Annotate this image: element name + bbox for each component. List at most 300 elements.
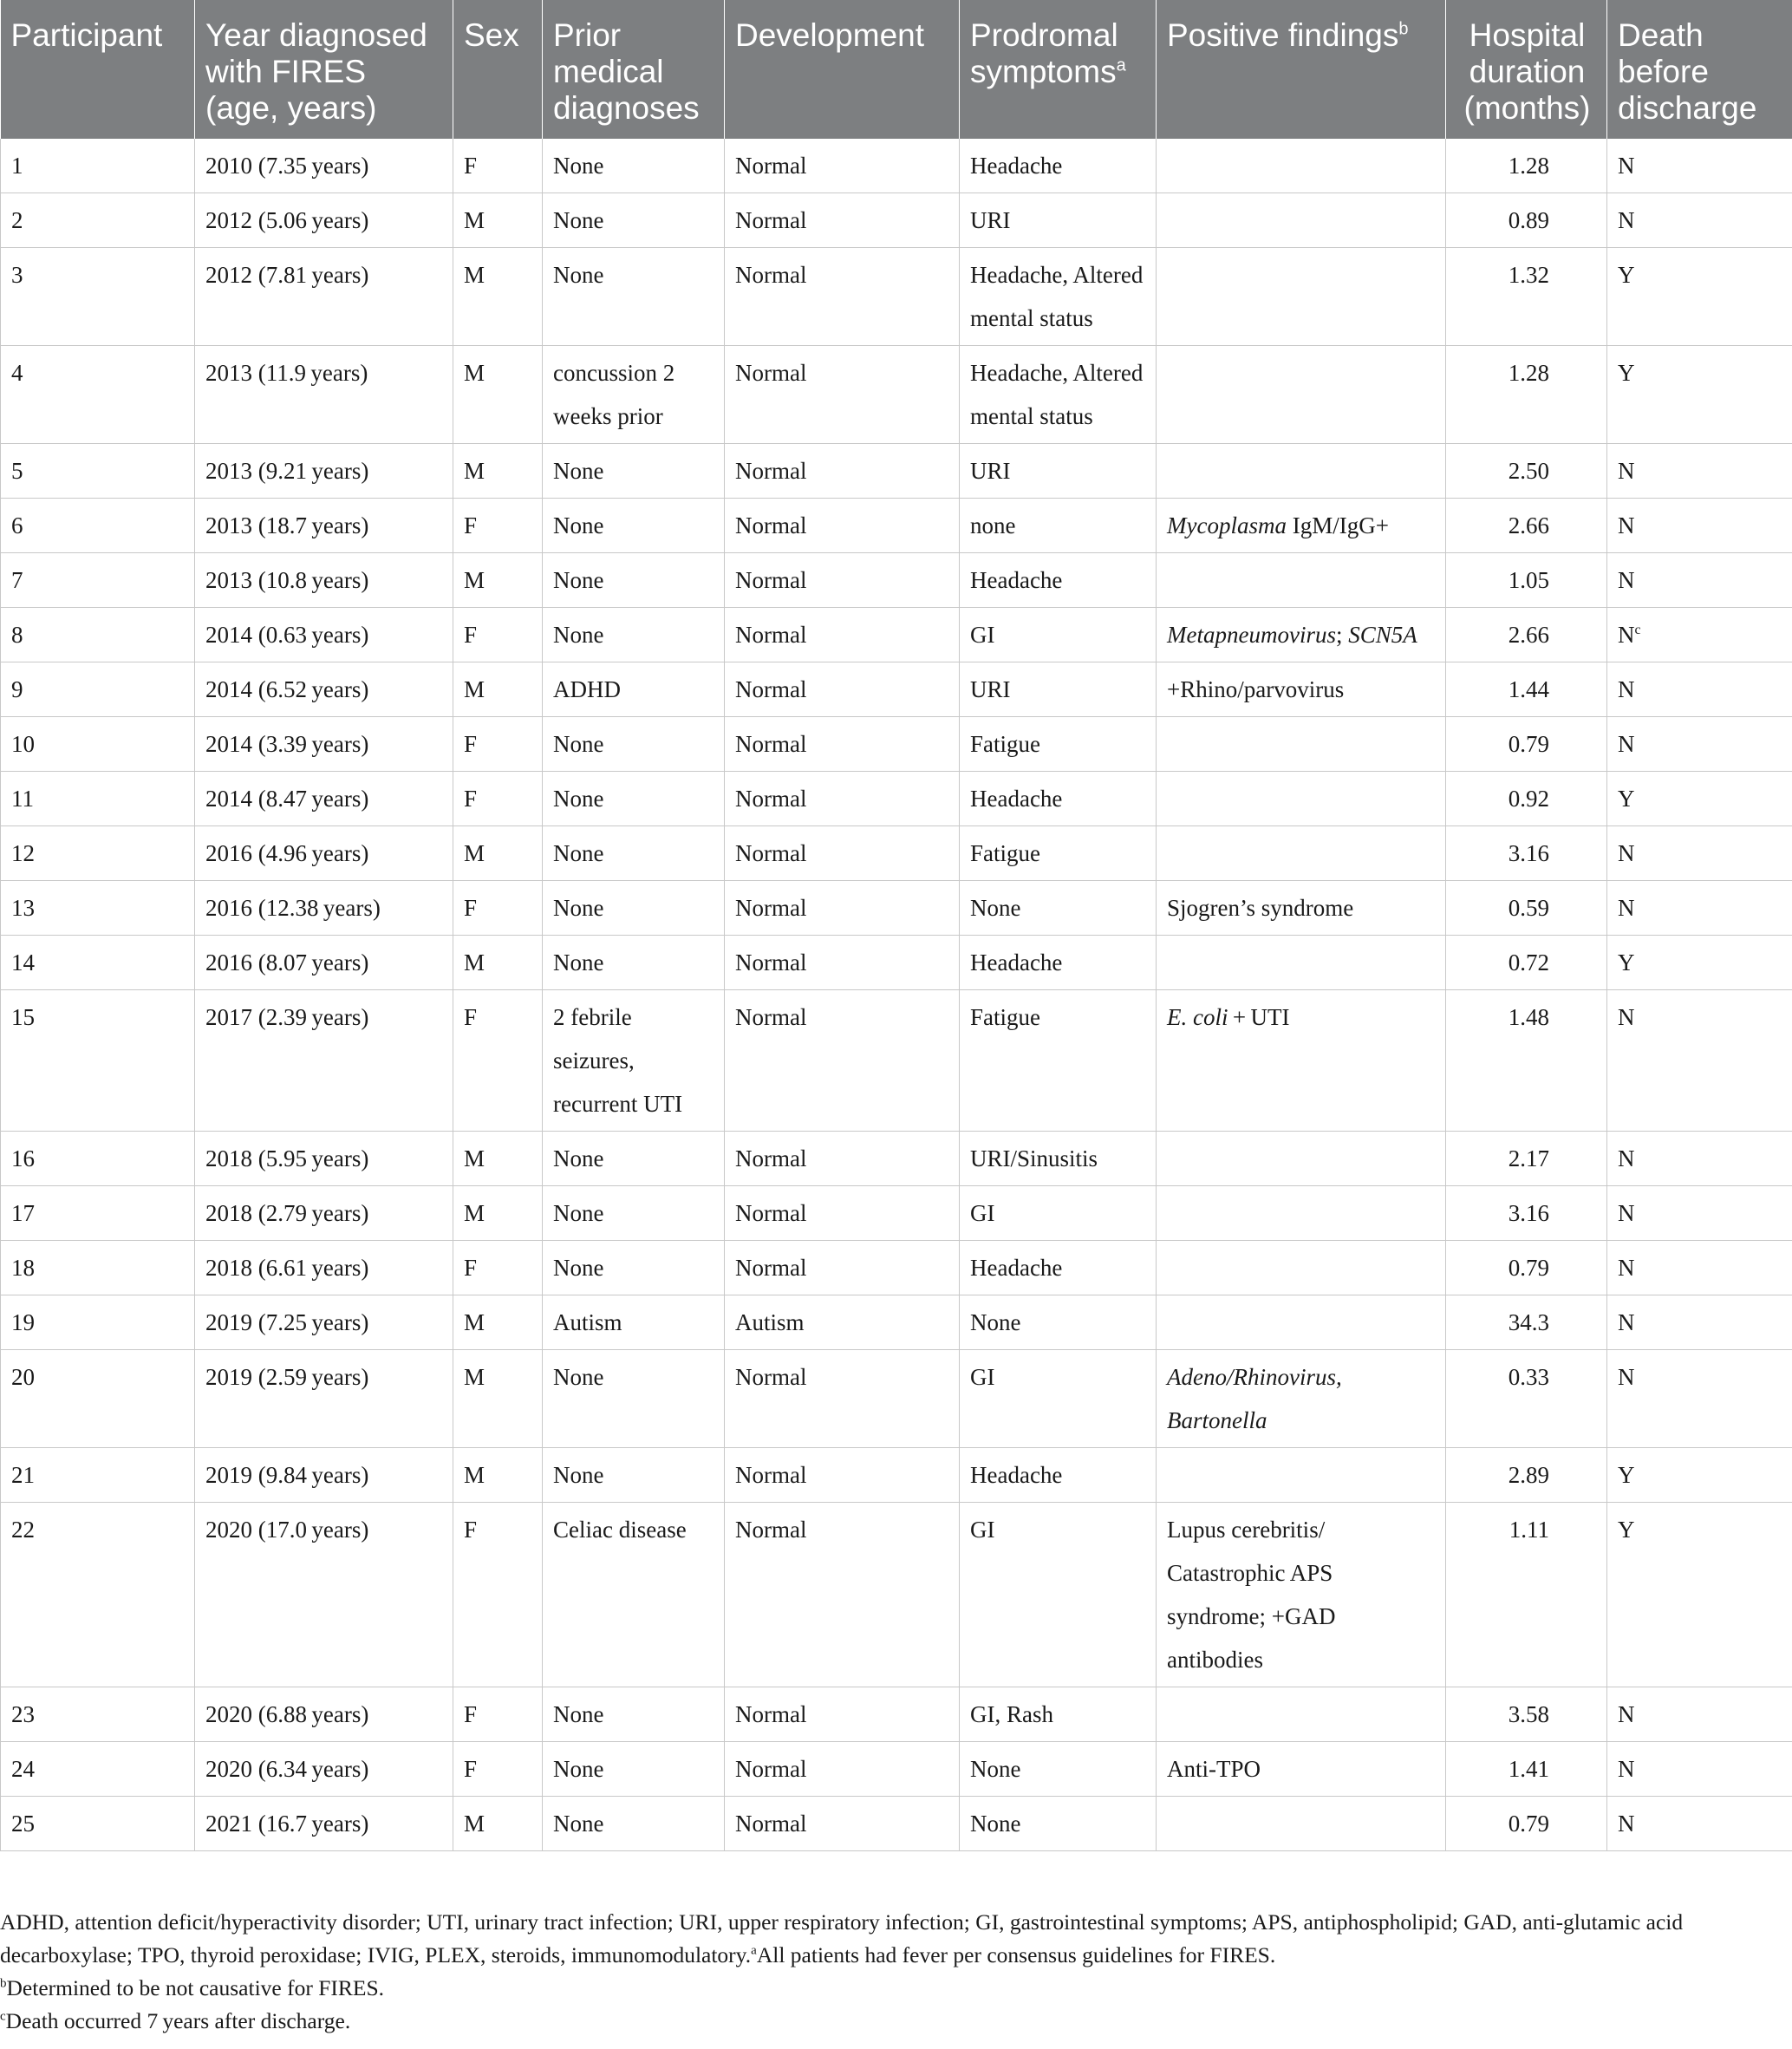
prodromal-cell: [960, 1295, 1157, 1350]
sex-cell-text: M: [464, 949, 485, 976]
prodromal-cell-text: Fatigue: [970, 1004, 1040, 1030]
column-header-hospital-duration: [1446, 0, 1607, 139]
findings-cell: [1157, 139, 1446, 193]
column-header-label: Prodromal symptoms: [970, 17, 1118, 89]
prodromal-cell: [960, 248, 1157, 346]
year-cell-text: 2013 (11.9 years): [205, 360, 368, 386]
death-cell-text: N: [1618, 1364, 1635, 1390]
table-row: [1, 1503, 1792, 1687]
death-cell-text: Y: [1618, 360, 1635, 386]
participant-cell: [1, 139, 195, 193]
duration-cell-text: 2.50: [1508, 458, 1549, 484]
development-cell-text: Normal: [735, 1756, 807, 1782]
death-cell: [1607, 444, 1792, 499]
development-cell: [725, 1503, 960, 1687]
sex-cell-text: F: [464, 895, 478, 921]
participant-cell: [1, 1132, 195, 1186]
prodromal-cell-text: Headache: [970, 153, 1063, 179]
findings-cell: [1157, 662, 1446, 717]
sex-cell: [453, 499, 543, 553]
prior-diagnoses-cell: [543, 1132, 725, 1186]
participant-cell-text: 21: [11, 1462, 35, 1488]
participant-cell-text: 13: [11, 895, 35, 921]
year-cell: [195, 936, 453, 990]
death-cell: [1607, 1448, 1792, 1503]
table-footnotes: [0, 1906, 1792, 2038]
year-cell-text: 2014 (6.52 years): [205, 676, 369, 702]
participant-cell: [1, 1797, 195, 1851]
participant-cell: [1, 248, 195, 346]
prodromal-cell: [960, 553, 1157, 608]
death-cell: [1607, 346, 1792, 444]
sex-cell: [453, 1797, 543, 1851]
footnote-c-text: Death occurred 7 years after discharge.: [5, 2008, 351, 2033]
sex-cell-text: F: [464, 1756, 478, 1782]
death-cell: [1607, 1687, 1792, 1742]
duration-cell-text: 1.05: [1508, 567, 1549, 593]
duration-cell: [1446, 1295, 1607, 1350]
duration-cell-text: 2.66: [1508, 622, 1549, 648]
prodromal-cell-text: URI: [970, 458, 1011, 484]
participant-cell-text: 15: [11, 1004, 35, 1030]
findings-cell: [1157, 990, 1446, 1132]
duration-cell-text: 3.16: [1508, 840, 1549, 866]
death-cell: [1607, 1350, 1792, 1448]
prior-diagnoses-cell-text: None: [553, 567, 604, 593]
year-cell: [195, 1797, 453, 1851]
column-header-prior-diagnoses: [543, 0, 725, 139]
death-cell: [1607, 193, 1792, 248]
development-cell: [725, 553, 960, 608]
prodromal-cell-text: GI: [970, 622, 995, 648]
table-row: [1, 1797, 1792, 1851]
year-cell-text: 2019 (9.84 years): [205, 1462, 369, 1488]
duration-cell: [1446, 1186, 1607, 1241]
participant-cell: [1, 662, 195, 717]
participant-cell: [1, 1295, 195, 1350]
development-cell-text: Normal: [735, 676, 807, 702]
sex-cell: [453, 139, 543, 193]
duration-cell: [1446, 1448, 1607, 1503]
duration-cell-text: 34.3: [1508, 1309, 1549, 1335]
sex-cell-text: F: [464, 1255, 478, 1281]
development-cell: [725, 881, 960, 936]
duration-cell-text: 0.89: [1508, 207, 1549, 233]
development-cell: [725, 139, 960, 193]
participant-cell-text: 25: [11, 1811, 35, 1837]
death-cell: [1607, 772, 1792, 826]
development-cell-text: Normal: [735, 458, 807, 484]
duration-cell-text: 0.59: [1508, 895, 1549, 921]
duration-cell: [1446, 139, 1607, 193]
participant-cell: [1, 553, 195, 608]
prior-diagnoses-cell-text: None: [553, 1364, 604, 1390]
development-cell-text: Normal: [735, 840, 807, 866]
participant-cell-text: 6: [11, 512, 23, 538]
sex-cell: [453, 936, 543, 990]
sex-cell: [453, 717, 543, 772]
prodromal-cell-text: Headache: [970, 567, 1063, 593]
prior-diagnoses-cell: [543, 772, 725, 826]
development-cell-text: Normal: [735, 567, 807, 593]
prodromal-cell-text: none: [970, 512, 1016, 538]
prior-diagnoses-cell: [543, 936, 725, 990]
prodromal-cell-text: GI: [970, 1517, 995, 1543]
death-cell-text: N: [1618, 1309, 1635, 1335]
column-header-year-diagnosed: [195, 0, 453, 139]
duration-cell: [1446, 1503, 1607, 1687]
duration-cell: [1446, 1797, 1607, 1851]
table-row: [1, 826, 1792, 881]
year-cell-text: 2020 (6.34 years): [205, 1756, 369, 1782]
sex-cell: [453, 662, 543, 717]
death-cell-text: N: [1618, 1255, 1635, 1281]
duration-cell-text: 1.41: [1508, 1756, 1549, 1782]
year-cell: [195, 662, 453, 717]
death-cell-text: Y: [1618, 786, 1635, 812]
prior-diagnoses-cell-text: None: [553, 262, 604, 288]
participant-cell: [1, 1241, 195, 1295]
column-header-label: Participant: [10, 17, 163, 53]
duration-cell: [1446, 444, 1607, 499]
duration-cell-text: 0.79: [1508, 1255, 1549, 1281]
prodromal-cell-text: Headache, Altered mental status: [970, 262, 1144, 331]
prodromal-cell-text: None: [970, 1756, 1021, 1782]
table-row: [1, 1350, 1792, 1448]
year-cell: [195, 499, 453, 553]
duration-cell-text: 2.17: [1508, 1145, 1549, 1171]
sex-cell: [453, 990, 543, 1132]
participant-cell-text: 20: [11, 1364, 35, 1390]
development-cell: [725, 1742, 960, 1797]
prodromal-cell-text: GI: [970, 1200, 995, 1226]
prior-diagnoses-cell: [543, 139, 725, 193]
abbreviations-text: ADHD, attention deficit/hyperactivity disorder; UTI, urinary tract infection; URI, upper respiratory infection; GI, gastrointestinal symptoms; APS, antiphospholipid; GAD, anti-glutamic acid decarboxylase; TPO, thyroid peroxidase; IVIG, PLEX, steroids, immunomodulatory.: [0, 1909, 1684, 1967]
column-header-prodromal-symptoms: [960, 0, 1157, 139]
year-cell: [195, 1241, 453, 1295]
prior-diagnoses-cell-text: None: [553, 1811, 604, 1837]
year-cell: [195, 248, 453, 346]
year-cell: [195, 444, 453, 499]
participant-cell: [1, 1687, 195, 1742]
duration-cell: [1446, 1132, 1607, 1186]
year-cell-text: 2019 (2.59 years): [205, 1364, 369, 1390]
participant-cell: [1, 346, 195, 444]
death-cell-text: N: [1618, 1811, 1635, 1837]
participant-cell: [1, 1186, 195, 1241]
year-cell-text: 2012 (5.06 years): [205, 207, 369, 233]
year-cell: [195, 990, 453, 1132]
participant-cell: [1, 444, 195, 499]
findings-segment: IgM/IgG+: [1286, 512, 1389, 538]
column-header-label: Year diagnosed with FIRES (age, years): [205, 17, 427, 126]
column-header-positive-findings: [1157, 0, 1446, 139]
sex-cell-text: F: [464, 512, 478, 538]
year-cell-text: 2010 (7.35 years): [205, 153, 369, 179]
findings-segment: +Rhino/parvovirus: [1167, 676, 1345, 702]
findings-cell: [1157, 1687, 1446, 1742]
table-row: [1, 1241, 1792, 1295]
duration-cell-text: 1.44: [1508, 676, 1549, 702]
year-cell-text: 2014 (8.47 years): [205, 786, 369, 812]
prior-diagnoses-cell-text: None: [553, 153, 604, 179]
year-cell-text: 2018 (2.79 years): [205, 1200, 369, 1226]
development-cell: [725, 772, 960, 826]
duration-cell: [1446, 772, 1607, 826]
footnote-a-text: All patients had fever per consensus guidelines for FIRES.: [756, 1942, 1276, 1967]
year-cell: [195, 881, 453, 936]
table-row: [1, 1687, 1792, 1742]
development-cell-text: Normal: [735, 1004, 807, 1030]
participant-cell-text: 16: [11, 1145, 35, 1171]
findings-cell: [1157, 717, 1446, 772]
prior-diagnoses-cell: [543, 444, 725, 499]
participant-cell-text: 14: [11, 949, 35, 976]
participant-cell-text: 2: [11, 207, 23, 233]
participant-cell-text: 4: [11, 360, 23, 386]
table-row: [1, 717, 1792, 772]
year-cell: [195, 717, 453, 772]
prodromal-cell: [960, 1503, 1157, 1687]
duration-cell: [1446, 608, 1607, 662]
table-row: [1, 662, 1792, 717]
sex-cell: [453, 826, 543, 881]
column-header-label: Development: [735, 17, 925, 53]
development-cell: [725, 662, 960, 717]
duration-cell-text: 0.72: [1508, 949, 1549, 976]
year-cell-text: 2013 (9.21 years): [205, 458, 369, 484]
sex-cell-text: M: [464, 1364, 485, 1390]
development-cell-text: Normal: [735, 360, 807, 386]
development-cell: [725, 1350, 960, 1448]
death-cell-text: N: [1618, 567, 1635, 593]
death-cell: [1607, 248, 1792, 346]
prior-diagnoses-cell-text: None: [553, 786, 604, 812]
development-cell-text: Normal: [735, 1255, 807, 1281]
prodromal-cell: [960, 1687, 1157, 1742]
sex-cell: [453, 772, 543, 826]
sex-cell-text: M: [464, 458, 485, 484]
participant-cell-text: 11: [11, 786, 34, 812]
prior-diagnoses-cell: [543, 1797, 725, 1851]
findings-segment: E. coli: [1167, 1004, 1228, 1030]
death-cell: [1607, 881, 1792, 936]
development-cell: [725, 1295, 960, 1350]
prodromal-cell-text: Headache: [970, 1255, 1063, 1281]
prodromal-cell: [960, 1132, 1157, 1186]
year-cell: [195, 1503, 453, 1687]
year-cell: [195, 1186, 453, 1241]
death-cell: [1607, 1503, 1792, 1687]
sex-cell-text: F: [464, 153, 478, 179]
participant-cell-text: 3: [11, 262, 23, 288]
duration-cell-text: 1.28: [1508, 360, 1549, 386]
prodromal-cell-text: Headache: [970, 949, 1063, 976]
findings-cell: [1157, 346, 1446, 444]
sex-cell-text: M: [464, 567, 485, 593]
sex-cell: [453, 1742, 543, 1797]
prior-diagnoses-cell: [543, 1503, 725, 1687]
prodromal-cell: [960, 990, 1157, 1132]
development-cell-text: Normal: [735, 895, 807, 921]
duration-cell-text: 0.79: [1508, 1811, 1549, 1837]
participant-cell-text: 17: [11, 1200, 35, 1226]
death-cell: [1607, 608, 1792, 662]
duration-cell-text: 0.33: [1508, 1364, 1549, 1390]
prior-diagnoses-cell: [543, 1742, 725, 1797]
sex-cell-text: M: [464, 262, 485, 288]
year-cell: [195, 1448, 453, 1503]
prior-diagnoses-cell-text: None: [553, 895, 604, 921]
duration-cell: [1446, 662, 1607, 717]
sex-cell: [453, 1241, 543, 1295]
participant-cell-text: 7: [11, 567, 23, 593]
development-cell: [725, 990, 960, 1132]
findings-cell: [1157, 193, 1446, 248]
sex-cell-text: F: [464, 1517, 478, 1543]
development-cell: [725, 248, 960, 346]
table-row: [1, 193, 1792, 248]
sex-cell-text: M: [464, 1200, 485, 1226]
prior-diagnoses-cell: [543, 1295, 725, 1350]
death-cell-text: N: [1618, 676, 1635, 702]
prodromal-cell: [960, 193, 1157, 248]
development-cell: [725, 1797, 960, 1851]
sex-cell: [453, 1132, 543, 1186]
development-cell: [725, 444, 960, 499]
year-cell-text: 2018 (6.61 years): [205, 1255, 369, 1281]
table-row: [1, 1448, 1792, 1503]
development-cell: [725, 346, 960, 444]
death-cell: [1607, 1241, 1792, 1295]
prior-diagnoses-cell: [543, 881, 725, 936]
participant-cell: [1, 193, 195, 248]
duration-cell: [1446, 499, 1607, 553]
development-cell-text: Normal: [735, 1145, 807, 1171]
findings-cell: [1157, 826, 1446, 881]
prodromal-cell: [960, 1241, 1157, 1295]
year-cell-text: 2013 (18.7 years): [205, 512, 369, 538]
year-cell: [195, 139, 453, 193]
prodromal-cell-text: Headache, Altered mental status: [970, 360, 1144, 429]
participant-cell: [1, 990, 195, 1132]
death-cell-text: N: [1618, 1756, 1635, 1782]
findings-segment: Anti-TPO: [1167, 1756, 1261, 1782]
development-cell: [725, 1687, 960, 1742]
sex-cell-text: F: [464, 1004, 478, 1030]
sex-cell: [453, 1687, 543, 1742]
year-cell: [195, 193, 453, 248]
development-cell: [725, 1241, 960, 1295]
participant-cell: [1, 936, 195, 990]
duration-cell: [1446, 990, 1607, 1132]
development-cell-text: Normal: [735, 153, 807, 179]
development-cell: [725, 608, 960, 662]
sex-cell-text: M: [464, 1309, 485, 1335]
column-header-label: Sex: [464, 17, 519, 53]
prior-diagnoses-cell: [543, 1448, 725, 1503]
sex-cell: [453, 1503, 543, 1687]
findings-segment: ;: [1335, 622, 1349, 648]
findings-cell: [1157, 1350, 1446, 1448]
year-cell: [195, 1132, 453, 1186]
prior-diagnoses-cell: [543, 608, 725, 662]
findings-cell: [1157, 553, 1446, 608]
death-cell-text: N: [1618, 458, 1635, 484]
sex-cell: [453, 553, 543, 608]
development-cell-text: Normal: [735, 1200, 807, 1226]
findings-cell: [1157, 1295, 1446, 1350]
participant-cell: [1, 1350, 195, 1448]
development-cell: [725, 717, 960, 772]
duration-cell-text: 2.66: [1508, 512, 1549, 538]
development-cell-text: Autism: [735, 1309, 805, 1335]
duration-cell-text: 0.92: [1508, 786, 1549, 812]
column-header-sex: [453, 0, 543, 139]
development-cell-text: Normal: [735, 512, 807, 538]
footnote-c: [0, 2005, 1792, 2038]
participant-cell-text: 24: [11, 1756, 35, 1782]
prodromal-cell: [960, 662, 1157, 717]
participant-cell-text: 9: [11, 676, 23, 702]
participant-cell: [1, 1503, 195, 1687]
sex-cell: [453, 1448, 543, 1503]
participant-cell: [1, 772, 195, 826]
duration-cell: [1446, 881, 1607, 936]
table-row: [1, 881, 1792, 936]
duration-cell: [1446, 193, 1607, 248]
prior-diagnoses-cell-text: None: [553, 1145, 604, 1171]
year-cell: [195, 1742, 453, 1797]
year-cell: [195, 608, 453, 662]
participant-cell-text: 5: [11, 458, 23, 484]
development-cell: [725, 1132, 960, 1186]
year-cell-text: 2016 (12.38 years): [205, 895, 381, 921]
death-cell-text: Y: [1618, 1462, 1635, 1488]
prior-diagnoses-cell: [543, 1241, 725, 1295]
participant-cell-text: 1: [11, 153, 23, 179]
sex-cell-text: M: [464, 840, 485, 866]
year-cell-text: 2017 (2.39 years): [205, 1004, 369, 1030]
duration-cell: [1446, 553, 1607, 608]
death-cell: [1607, 139, 1792, 193]
development-cell: [725, 499, 960, 553]
participant-cell: [1, 1448, 195, 1503]
prodromal-cell: [960, 1742, 1157, 1797]
sex-cell-text: F: [464, 622, 478, 648]
sex-cell-text: M: [464, 676, 485, 702]
duration-cell: [1446, 826, 1607, 881]
prodromal-cell: [960, 717, 1157, 772]
footnote-marker: b: [1398, 19, 1409, 39]
death-cell-text: N: [1618, 840, 1635, 866]
sex-cell: [453, 1350, 543, 1448]
column-header-label: Death before discharge: [1618, 17, 1757, 126]
table-row: [1, 248, 1792, 346]
findings-cell: [1157, 1132, 1446, 1186]
table-row: [1, 444, 1792, 499]
findings-segment: Mycoplasma: [1167, 512, 1287, 538]
footnote-marker: c: [1634, 623, 1641, 637]
column-header-development: [725, 0, 960, 139]
prodromal-cell: [960, 1797, 1157, 1851]
development-cell-text: Normal: [735, 786, 807, 812]
year-cell-text: 2016 (4.96 years): [205, 840, 369, 866]
death-cell-text: Y: [1618, 1517, 1635, 1543]
death-cell: [1607, 1797, 1792, 1851]
development-cell-text: Normal: [735, 949, 807, 976]
table-row: [1, 553, 1792, 608]
